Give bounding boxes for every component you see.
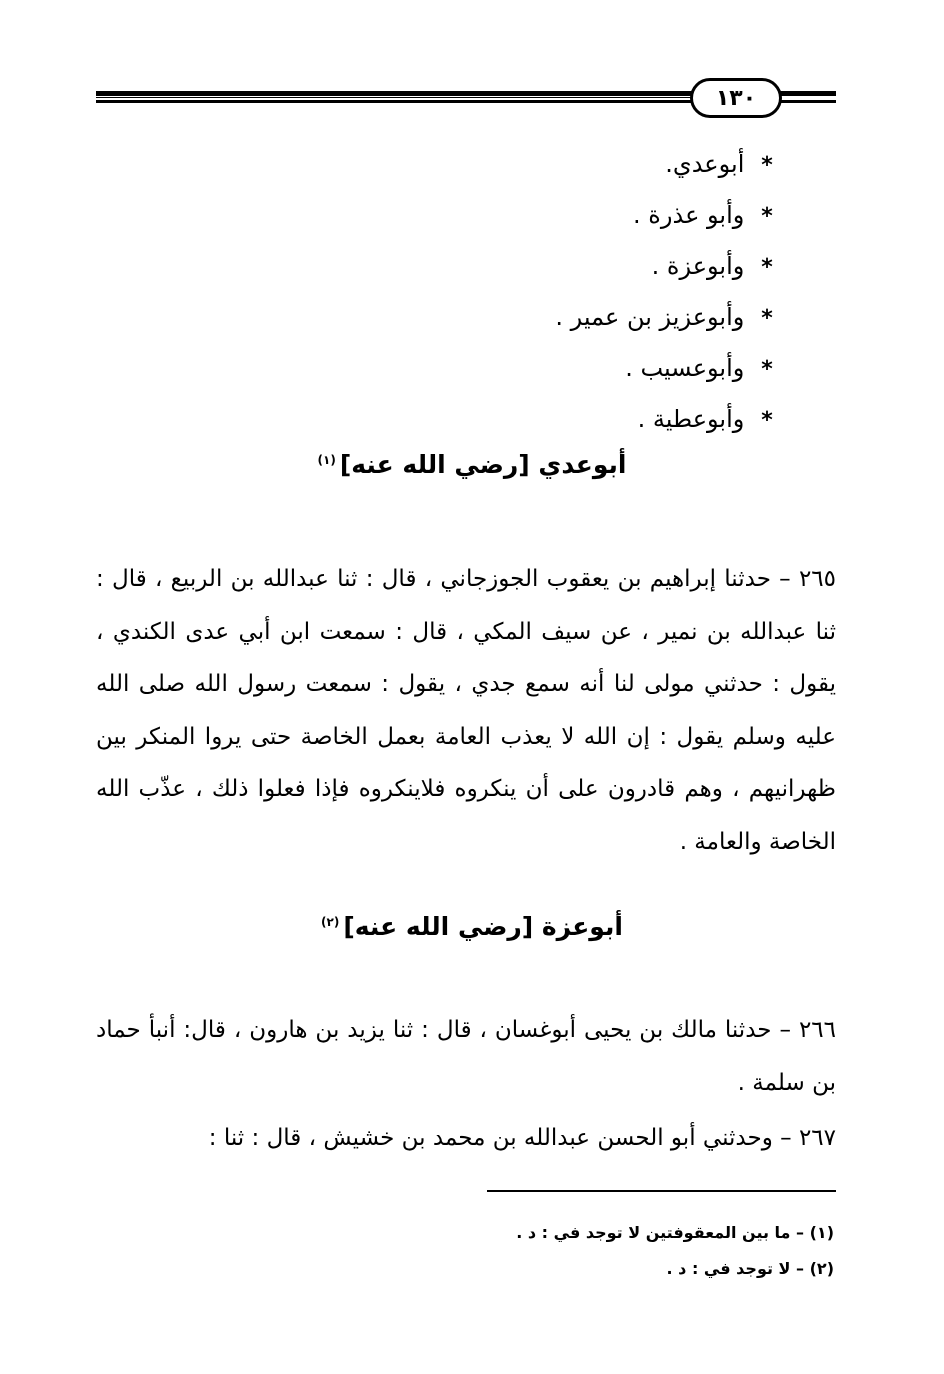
section-heading-abu-azza [0, 912, 944, 941]
list-item-text: وأبوعسيب . [625, 354, 745, 382]
section-heading-text: أبوعدي [رضي الله عنه] [339, 450, 627, 479]
list-item [362, 346, 782, 397]
list-item-text: وأبو عذرة . [633, 201, 745, 229]
footnote-separator [487, 1190, 836, 1192]
footnote-ref: (٢) [321, 914, 340, 929]
footnotes [334, 1215, 834, 1287]
footnote-ref: (١) [317, 452, 336, 467]
list-item-text: وأبوعزيز بن عمير . [555, 303, 745, 331]
list-item [362, 142, 782, 193]
bullet-star-icon: * [761, 306, 773, 331]
bullet-star-icon: * [761, 204, 773, 229]
bullet-star-icon: * [761, 408, 773, 433]
header-rule-left [96, 91, 696, 103]
section-heading-text: أبوعزة [رضي الله عنه] [343, 912, 623, 941]
list-item-text: وأبوعزة . [651, 252, 745, 280]
list-item [362, 295, 782, 346]
bullet-star-icon: * [761, 153, 773, 178]
names-list [362, 142, 782, 448]
list-item-text: وأبوعطية . [637, 405, 745, 433]
footnote-1: (١) – ما بين المعقوفتين لا توجد في : د . [516, 1223, 834, 1242]
hadith-paragraph-265: ٢٦٥ – حدثنا إبراهيم بن يعقوب الجوزجاني ، قال : ثنا عبدالله بن الربيع ، قال : ثنا عبدالله بن نمير ، عن سيف المكي ، قال : سمعت ابن أبي عدى الكندي ، يقول : حدثني مولى لنا أنه سمع جدي ، يقول : سمعت رسول الله صلى الله عليه وسلم يقول : إن الله لا يعذب العامة بعمل الخاصة حتى يروا المنكر بين ظهرانيهم ، وهم قادرون على أن ينكروه فلاينكروه فإذا فعلوا ذلك ، عذّب الله الخاصة والعامة . [96, 566, 836, 855]
page-number: ١٣٠ [690, 78, 782, 118]
list-item [362, 397, 782, 448]
bullet-star-icon: * [761, 255, 773, 280]
hadith-paragraph-267: ٢٦٧ – وحدثني أبو الحسن عبدالله بن محمد بن خشيش ، قال : ثنا : [208, 1125, 836, 1151]
list-item-text: أبوعدي. [665, 150, 745, 178]
footnote-2: (٢) – لا توجد في : د . [666, 1259, 834, 1278]
section-heading-abu-adi [0, 450, 944, 479]
hadith-paragraph-266: ٢٦٦ – حدثنا مالك بن يحيى أبوغسان ، قال : ثنا يزيد بن هارون ، قال: أنبأ حماد بن سلمة . [96, 1017, 836, 1096]
list-item [362, 193, 782, 244]
list-item [362, 244, 782, 295]
bullet-star-icon: * [761, 357, 773, 382]
header-rule-right [778, 91, 836, 103]
